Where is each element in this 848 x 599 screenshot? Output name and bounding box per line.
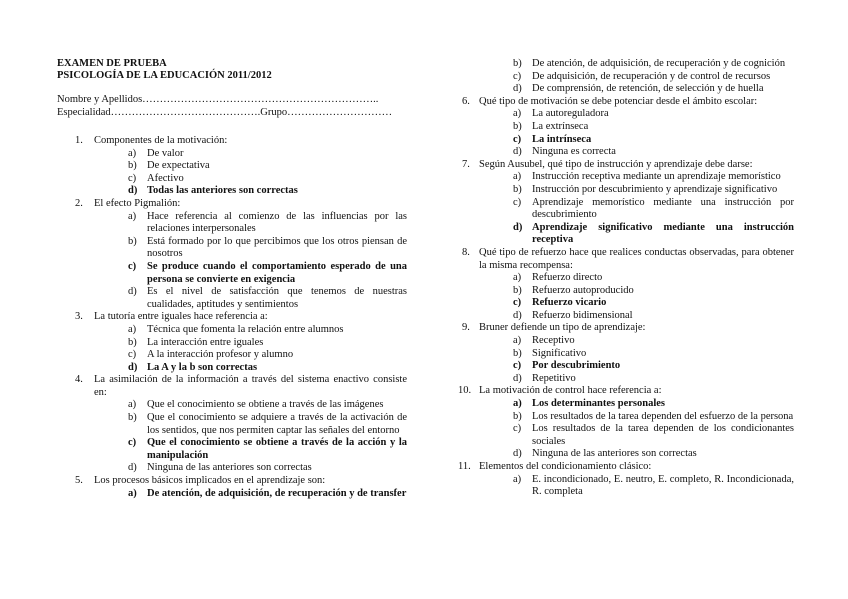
option-10c: c) Los resultados de la tarea dependen de los condicionantes sociales [513,423,794,447]
option-5a-correct: a) De atención, de adquisición, de recuperación y de transfer [128,487,407,499]
option-2d: d) Es el nivel de satisfacción que tenemos de nuestras cualidades, aptitudes y sentimientos [128,286,407,310]
option-3b: b) La interacción entre iguales [128,336,264,348]
option-2b: b) Está formado por lo que percibimos que los otros piensan de nosotros [128,235,407,260]
question-9: 9. Bruner defiende un tipo de aprendizaje: [462,322,646,334]
exam-title: EXAMEN DE PRUEBA [57,58,167,69]
question-11: 11. Elementos del condicionamiento clásico: [458,461,652,472]
option-7d-correct: d) Aprendizaje significativo mediante una instrucción receptiva [513,221,794,246]
option-3a: a) Técnica que fomenta la relación entre alumnos [128,323,344,335]
option-3c: c) A la interacción profesor y alumno [128,349,294,361]
question-8: 8. Qué tipo de refuerzo hace que realices conductas observadas, para obtener la misma recompensa: [462,246,794,271]
option-4d: d) Ninguna de las anteriores son correctas [128,462,312,474]
option-10a-correct: a) Los determinantes personales [513,398,665,410]
option-8a: a) Refuerzo directo [513,272,603,284]
option-7b: b) Instrucción por descubrimiento y aprendizaje significativo [513,183,778,195]
option-9b: b) Significativo [513,347,587,359]
option-10b: b) Los resultados de la tarea dependen del esfuerzo de la persona [513,410,794,422]
option-7a: a) Instrucción receptiva mediante un aprendizaje memorístico [513,171,781,183]
option-4a: a) Que el conocimiento se obtiene a través de las imágenes [128,399,384,411]
option-5b: b) De atención, de adquisición, de recuperación y de cognición [513,58,786,69]
option-4c-correct: c) Que el conocimiento se obtiene a través de la acción y la manipulación [128,437,407,461]
option-3d-correct: d) La A y la b son correctas [128,361,258,373]
specialty-field: Especialidad…………………………………….Grupo………………………… [57,106,393,118]
option-2c-correct: c) Se produce cuando el comportamiento esperado de una persona se convierte en exigencia [128,260,407,285]
exam-subject: PSICOLOGÍA DE LA EDUCACIÓN 2011/2012 [57,70,272,81]
option-1c: c) Afectivo [128,172,184,184]
question-7: 7. Según Ausubel, qué tipo de instrucción y aprendizaje debe darse: [462,158,753,170]
name-field: Nombre y Apellidos………………………………………………………….. [57,94,379,105]
option-4b: b) Que el conocimiento se adquiere a través de la activación de los sentidos, que nos permiten captar las señales del entorno [128,412,407,436]
option-6c-correct: c) La intrínseca [513,133,592,145]
option-9a: a) Receptivo [513,335,575,347]
option-9d: d) Repetitivo [513,372,576,384]
option-10d: d) Ninguna de las anteriores son correctas [513,448,697,460]
option-8d: d) Refuerzo bidimensional [513,309,633,321]
option-5c: c) De adquisición, de recuperación y de control de recursos [513,70,771,82]
question-2: 2. El efecto Pigmalión: [75,197,181,209]
option-7c: c) Aprendizaje memorístico mediante una instrucción por descubrimiento [513,196,794,221]
option-9c-correct: c) Por descubrimiento [513,360,621,372]
question-3: 3. La tutoría entre iguales hace referencia a: [75,311,268,323]
option-6d: d) Ninguna es correcta [513,146,616,158]
option-2a: a) Hace referencia al comienzo de las influencias por las relaciones interpersonales [128,210,407,235]
option-1a: a) De valor [128,147,184,159]
left-question-list [57,135,407,500]
option-8c-correct: c) Refuerzo vicario [513,297,607,309]
option-1b: b) De expectativa [128,160,210,172]
question-4: 4. La asimilación de la información a través del sistema enactivo consiste en: [75,374,407,398]
question-6: 6. Qué tipo de motivación se debe potenciar desde el ámbito escolar: [462,95,758,107]
question-10: 10. La motivación de control hace referencia a: [458,385,662,397]
option-6a: a) La autoreguladora [513,108,609,120]
option-1d-correct: d) Todas las anteriores son correctas [128,185,298,197]
question-5: 5. Los procesos básicos implicados en el aprendizaje son: [75,475,326,487]
exam-header [57,58,407,119]
option-11a: a) E. incondicionado, E. neutro, E. completo, R. Incondicionada, R. completa [513,473,794,498]
question-1: 1. Componentes de la motivación: [75,135,228,146]
option-6b: b) La extrínseca [513,120,589,132]
right-question-list [458,58,794,499]
option-5d: d) De comprensión, de retención, de selección y de huella [513,83,764,95]
option-8b: b) Refuerzo autoproducido [513,284,634,296]
